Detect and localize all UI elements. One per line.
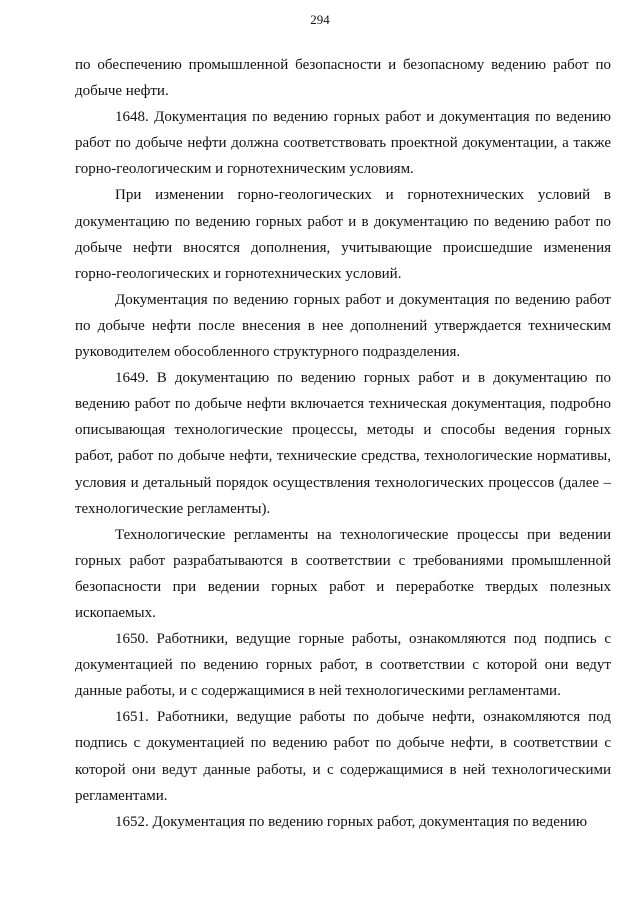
paragraph-1652: 1652. Документация по ведению горных работ, документация по ведению — [115, 813, 588, 830]
paragraph-1651: 1651. Работники, ведущие работы по добыче нефти, ознакомляются под подпись с документацией по ведению работ по добыче нефти, в соответствии с которой они ведут данные работы, и с содержащимися в ней технологическими регламентами. — [75, 709, 611, 804]
paragraph-1650: 1650. Работники, ведущие горные работы, ознакомляются под подпись с документацией по ведению горных работ, в соответствии с которой они ведут данные работы, и с содержащимися в ней технологическими регламентами. — [75, 631, 611, 700]
paragraph-1648-approval: Документация по ведению горных работ и документация по ведению работ по добыче нефти после внесения в нее дополнений утверждается техническим руководителем обособленного структурного подразделения. — [75, 291, 611, 361]
paragraph-1648-changes: При изменении горно-геологических и горнотехнических условий в документацию по ведению горных работ и в документацию по ведению работ по добыче нефти вносятся дополнения, учитывающие происшедшие изменения горно-геологических и горнотехнических условий. — [75, 187, 611, 282]
paragraph-1648: 1648. Документация по ведению горных работ и документация по ведению работ по добыче нефти должна соответствовать проектной документации, а также горно-геологическим и горнотехническим условиям. — [75, 109, 611, 178]
paragraph-1649-regulations: Технологические регламенты на технологические процессы при ведении горных работ разрабатываются в соответствии с требованиями промышленной безопасности при ведении горных работ и переработке твердых полезных ископаемых. — [75, 526, 611, 621]
document-body — [75, 52, 611, 835]
page-number: 294 — [310, 12, 330, 27]
paragraph-continuation: по обеспечению промышленной безопасности и безопасному ведению работ по добыче нефти. — [75, 57, 611, 100]
paragraph-1649: 1649. В документацию по ведению горных работ и в документацию по ведению работ по добыче нефти включается техническая документация, подробно описывающая технологические процессы, методы и способы ведения горных работ, работ по добыче нефти, технические средства, технологические нормативы, условия и детальный порядок осуществления технологических процессов (далее – технологические регламенты). — [75, 370, 611, 517]
